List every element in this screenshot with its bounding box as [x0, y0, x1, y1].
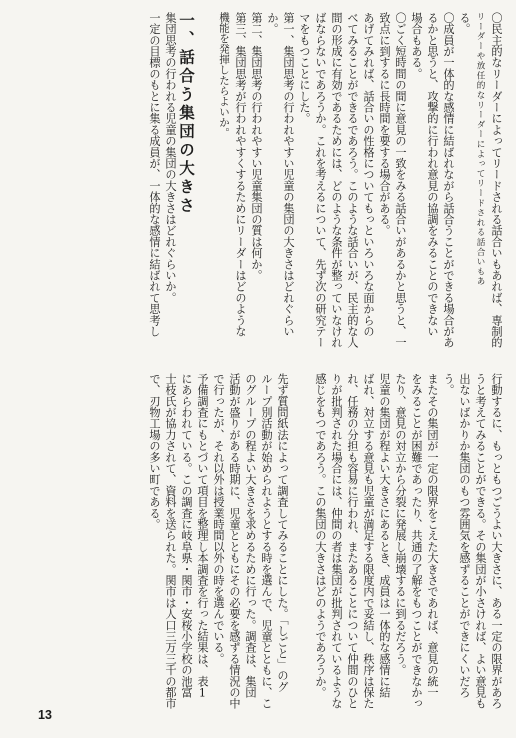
- text-line: る。: [458, 12, 471, 35]
- text-line: リーダーや放任的なリーダーによってリードされる話合いもあ: [475, 12, 485, 287]
- text-line: あげてみれば、話合いの性格についてもっといろいろな面からの: [362, 12, 375, 337]
- text-line: またその集団が一定の限界をこえた大きさであれば、意見の統一: [426, 373, 439, 698]
- upper-text-block: [20, 12, 504, 348]
- text-line: 予備調査にもとづいて項目を整理し本調査を行った結果は、表1: [196, 373, 209, 700]
- text-line: りが批判された場合には、仲間の者は集団が批判されているような: [330, 373, 343, 709]
- text-line: 出ないばかりか集団のもつ雰囲気を感ずることができにくいだろ: [458, 373, 471, 698]
- text-line: 先ず質問紙法によって調査してみることにした。「しごと」のグ: [276, 373, 289, 693]
- text-line: 感じをもつであろう。この集団の大きさはどのようであろうか。: [314, 373, 327, 698]
- text-line: 〇成員が一体的な感情に結ばれながら話合うことができる場合があ: [442, 12, 455, 348]
- text-line: 第三、集団思考が行われやすくするためにリーダーはどのような: [234, 12, 247, 337]
- text-line: れ、任務の分担も容易に行われ、またあることについて仲間のひと: [346, 373, 359, 709]
- text-line: か。: [266, 12, 279, 35]
- text-line: 機能を発揮したらよいか。: [218, 12, 230, 138]
- text-line: 行動するに、もっともつごうよい大きさに、ある一定の限界があろ: [490, 373, 503, 709]
- text-line: のグループの程よい大きさを求めるために行った。調査は、集団: [244, 373, 257, 698]
- text-line: ばならないであろうか。これを考えるについて、先ず次の研究テー: [314, 12, 327, 348]
- text-line: 〇民主的なリーダーによってリードされる話合いもあれば、専制的: [490, 12, 503, 348]
- text-line: 〇ごく短時間の間に意見の一致をみる話合いがあるかと思うと、一: [394, 12, 407, 348]
- paragraph-gap: [194, 12, 216, 345]
- text-line: 致点に到するに長時間を要する場合がある。: [378, 12, 391, 236]
- paragraph-gap: [290, 373, 312, 663]
- text-line: う。: [442, 373, 455, 396]
- text-line: にあらわれている。この調査に岐阜県・関市・安桜小学校の池富: [180, 373, 193, 698]
- text-line: 間の形成に有効であるためには、どのような条件が整っていなけれ: [330, 12, 343, 348]
- text-line: 場合もある。: [410, 12, 423, 80]
- text-line: 活動が盛りがある時期に、児童とともにその必要を感ずる情況の中: [228, 373, 241, 709]
- text-line: 第一、集団思考の行われやすい児童の集団の大きさはどれぐらい: [282, 12, 295, 337]
- text-line: うと考えてみることができる。その集団が小さければ、よい意見も: [474, 373, 487, 709]
- text-line: をみることが困難であったり、共通の了解をもつことができなかっ: [410, 373, 423, 709]
- lower-text-block: [40, 373, 504, 709]
- text-line: で、刃物工場の多い町である。: [148, 373, 161, 530]
- text-line: 児童の集団が程よい大きさにあるとき、成員は一体的な感情に結: [378, 373, 391, 698]
- text-line: べてみることができるであろう。このような話合いが、民主的な人: [346, 12, 359, 348]
- text-line: マをもつことにした。: [298, 12, 311, 124]
- text-line: 第二、集団思考の行われやすい児童集団の質は何か。: [250, 12, 263, 281]
- page-number: 13: [38, 708, 52, 722]
- text-line: ループ別活動が始められようとする時を選んで、児童とともに、こ: [260, 373, 273, 709]
- text-line: 一定の目標のもとに集る成員が、一体的な感情に結ばれて思考し: [148, 12, 161, 337]
- text-line: で行ったが、それ以外は授業時間以外の時を選んでいる。: [212, 373, 225, 665]
- text-line: ばれ、対立する意見も児童が満足する限度内で妥結し、秩序は保た: [362, 373, 375, 709]
- section-heading: 一、話合う集団の大きさ: [177, 12, 196, 216]
- text-line: 士枝氏が協力されて、資料を送られた。関市は人口三万三千の都市: [164, 373, 177, 709]
- text-line: 集団思考の行われる児童の集団の大きさはどれぐらいか。: [164, 12, 177, 304]
- text-line: るかと思うと、攻撃的に行われ意見の協調をみることのできない: [426, 12, 439, 337]
- text-line: たり、意見の対立から分裂に発展し崩壊するに到るだろう。: [394, 373, 407, 676]
